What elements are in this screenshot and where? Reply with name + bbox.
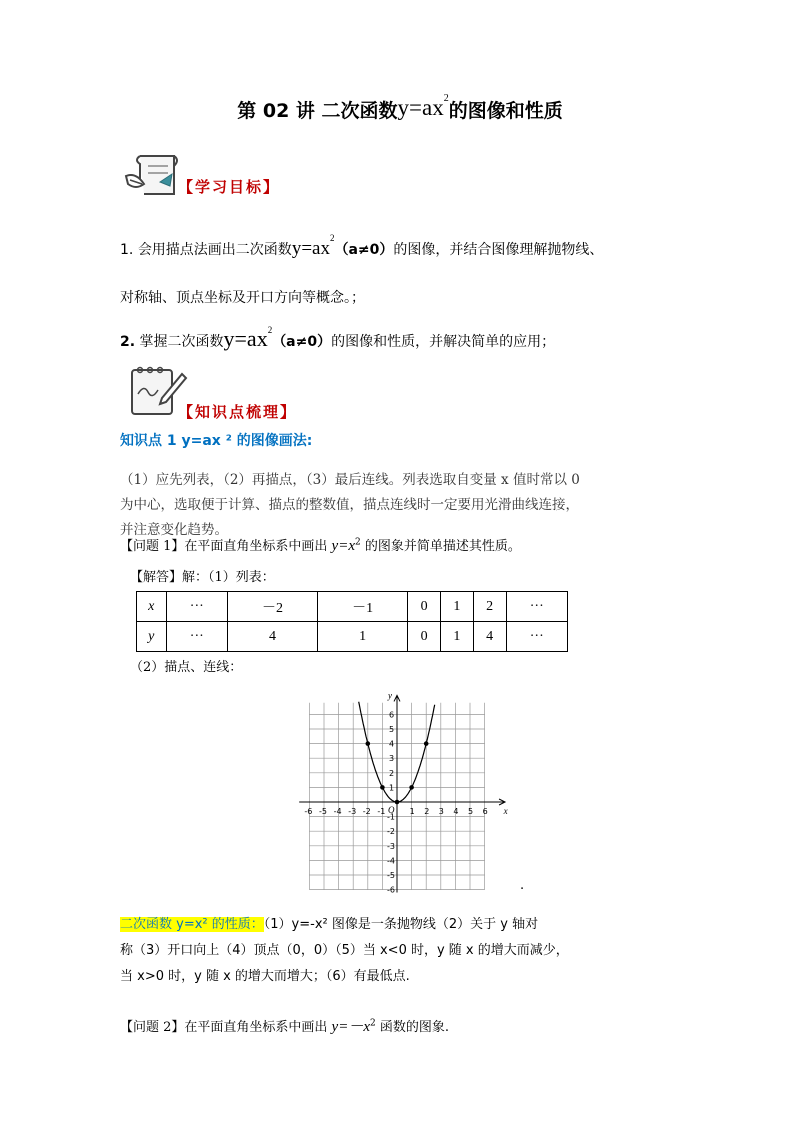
goal-item-1-line2: 对称轴、顶点坐标及开口方向等概念。； (120, 290, 365, 306)
problem-text: 在平面直角坐标系中画出 (184, 539, 332, 554)
x-tick-label: 2 (424, 807, 430, 816)
plotted-point (409, 785, 414, 790)
problem-text: 在平面直角坐标系中画出 (184, 1020, 332, 1035)
knowledge-text (120, 468, 580, 543)
goal-formula: y=ax (223, 326, 268, 351)
y-tick-label: -1 (387, 812, 395, 822)
plotted-point (395, 800, 400, 805)
problem-text: 函数的图象. (375, 1020, 449, 1035)
goal-text: 的图像，并结合图像理解抛物线、 (393, 242, 604, 258)
x-tick-label: -3 (348, 807, 357, 816)
table-cell: ··· (166, 592, 227, 622)
problem-label: 【问题 1】 (120, 539, 185, 554)
x-tick-label: 6 (482, 807, 488, 816)
knowledge-line: 并注意变化趋势。 (120, 522, 228, 538)
x-tick-label: -1 (377, 807, 386, 816)
x-tick-label: -5 (319, 807, 327, 816)
properties-line-1 (120, 912, 620, 938)
table-header-x: x (137, 592, 167, 622)
plotted-point (380, 785, 385, 790)
table-cell: －2 (228, 592, 318, 622)
table-cell: ··· (506, 622, 567, 652)
learning-goals-label: 【学习目标】 (178, 178, 281, 196)
table-cell: 1 (318, 622, 408, 652)
knowledge-line: 为中心，选取便于计算、描点的整数值，描点连线时一定要用光滑曲线连接， (120, 497, 579, 513)
goal-exponent: 2 (267, 325, 273, 335)
origin-label: O (388, 805, 395, 815)
value-table (136, 591, 568, 652)
y-tick-label: -5 (387, 871, 395, 880)
x-tick-label: -6 (304, 807, 313, 816)
table-cell: 4 (473, 622, 506, 652)
y-tick-label: -4 (387, 856, 395, 866)
answer-step2: （2）描点、连线： (130, 660, 243, 675)
y-axis-label: y (388, 690, 392, 701)
answer-label: 【解答】解：（1）列表： (130, 570, 275, 585)
plotted-point (366, 741, 371, 746)
knowledge-line: （1）应先列表，（2）再描点，（3）最后连线。列表选取自变量 x 值时常以 0 (120, 472, 580, 488)
properties-line-2: 称（3）开口向上（4）顶点（0，0）（5）当 x<0 时，y 随 x 的增大而减少， (120, 943, 569, 958)
goal-number: 1. (120, 242, 134, 258)
y-tick-label: 2 (389, 768, 395, 778)
problem-text: 的图象并简单描述其性质。 (360, 539, 521, 554)
table-cell: 1 (440, 622, 473, 652)
knowledge-summary-label: 【知识点梳理】 (178, 403, 298, 421)
x-tick-label: 1 (409, 807, 415, 816)
goal-condition: （a≠0） (334, 242, 394, 258)
problem-formula: y=－x (331, 1019, 370, 1035)
page-title (0, 93, 800, 123)
table-cell: 4 (228, 622, 318, 652)
title-suffix: 的图像和性质 (448, 100, 563, 122)
goal-number: 2. (120, 334, 136, 350)
table-cell: －1 (318, 592, 408, 622)
y-tick-label: -3 (387, 841, 395, 851)
x-axis-label: x (503, 806, 508, 816)
goal-text: 的图像和性质，并解决简单的应用； (331, 334, 556, 350)
table-cell: 2 (473, 592, 506, 622)
table-cell: 0 (408, 592, 441, 622)
goal-item-2 (120, 326, 555, 352)
goal-item-1 (120, 233, 604, 260)
problem-label: 【问题 2】 (120, 1020, 185, 1035)
table-cell: ··· (506, 592, 567, 622)
properties-highlight: 二次函数 y=x² 的性质： (120, 917, 264, 932)
table-row-x (137, 592, 568, 622)
problem-1 (120, 535, 521, 555)
y-tick-label: 4 (389, 739, 395, 749)
title-exponent: 2 (443, 93, 449, 104)
properties-line-3: 当 x>0 时，y 随 x 的增大而增大；（6）有最低点. (120, 969, 410, 984)
problem-2 (120, 1015, 449, 1036)
plotted-point (424, 741, 429, 746)
trailing-dot: . (520, 878, 525, 893)
problem-exponent: 2 (354, 537, 361, 548)
y-tick-label: -2 (387, 827, 395, 837)
x-tick-label: 5 (468, 807, 474, 816)
y-tick-label: 3 (389, 754, 395, 764)
y-tick-label: 1 (389, 783, 395, 793)
table-cell: 0 (408, 622, 441, 652)
x-tick-label: 4 (453, 807, 459, 816)
parabola-graph (296, 678, 526, 898)
goal-formula: y=ax (291, 238, 330, 259)
goal-text: 会用描点法画出二次函数 (137, 242, 292, 258)
y-tick-label: 6 (389, 710, 395, 720)
table-header-y: y (137, 622, 167, 652)
problem-formula: y=x (331, 538, 355, 554)
table-row-y (137, 622, 568, 652)
goal-text: 掌握二次函数 (139, 334, 224, 350)
problem-exponent: 2 (370, 1018, 376, 1029)
x-tick-label: -4 (333, 807, 342, 816)
x-tick-label: -2 (362, 807, 371, 816)
goal-exponent: 2 (329, 233, 335, 243)
x-tick-label: 3 (438, 807, 444, 816)
y-tick-label: -6 (387, 885, 395, 895)
properties-text: （1）y=-x² 图像是一条抛物线（2）关于 y 轴对 (263, 917, 539, 932)
y-tick-label: 5 (389, 725, 395, 734)
title-formula: y=ax (397, 95, 444, 120)
goal-condition: （a≠0） (272, 334, 332, 350)
knowledge-point-heading: 知识点 1 y=ax ² 的图像画法: (120, 433, 313, 449)
table-cell: 1 (440, 592, 473, 622)
table-cell: ··· (166, 622, 227, 652)
properties-block (120, 912, 620, 990)
title-prefix: 第 02 讲 二次函数 (237, 100, 398, 122)
